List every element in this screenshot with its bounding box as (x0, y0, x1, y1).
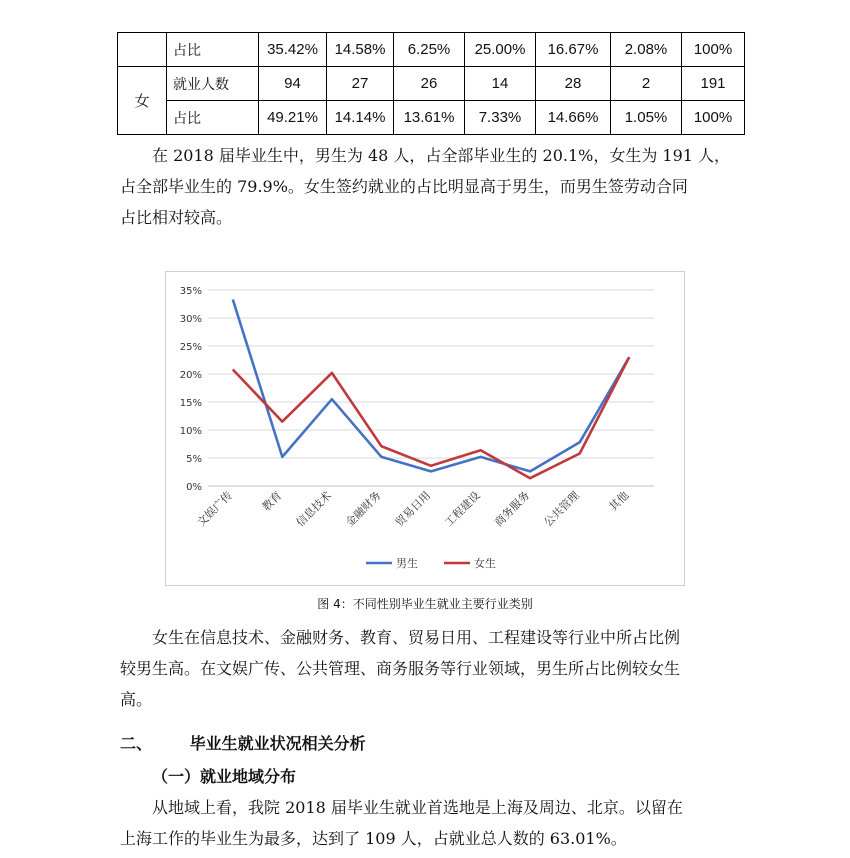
subsection-heading: （一）就业地域分布 (152, 767, 297, 786)
gender-cell (118, 33, 167, 67)
table-cell: 25.00% (465, 33, 536, 67)
x-tick-label: 公共管理 (541, 488, 582, 530)
x-tick-label: 贸易日用 (392, 488, 434, 530)
x-tick-label: 文娱广传 (194, 488, 235, 530)
industry-line-chart (166, 272, 684, 585)
row-label: 占比 (167, 101, 259, 135)
table-cell: 27 (327, 67, 394, 101)
x-tick-label: 其他 (606, 488, 632, 514)
table-row (118, 67, 745, 101)
y-tick-label: 30% (179, 314, 202, 325)
section-title: 毕业生就业状况相关分析 (189, 734, 366, 753)
y-tick-label: 0% (186, 482, 202, 493)
paragraph-line: 上海工作的毕业生为最多，达到了 109 人，占就业总人数的 63.01%。 (120, 829, 627, 848)
table-cell: 100% (682, 101, 745, 135)
table-cell: 14.58% (327, 33, 394, 67)
table-cell: 2.08% (611, 33, 682, 67)
section-number: 二、 (120, 734, 153, 753)
paragraph-line: 在 2018 届毕业生中，男生为 48 人，占全部毕业生的 20.1%，女生为 191 人， (152, 146, 731, 165)
series-line (233, 357, 629, 478)
x-tick-label: 工程建设 (442, 488, 483, 530)
table-cell: 14.66% (536, 101, 611, 135)
table-cell: 26 (394, 67, 465, 101)
table-cell: 100% (682, 33, 745, 67)
paragraph-gender-summary (120, 140, 740, 233)
y-tick-label: 35% (179, 286, 202, 297)
legend-label: 男生 (396, 557, 418, 570)
table-cell: 13.61% (394, 101, 465, 135)
section-heading (120, 731, 366, 754)
x-tick-label: 金融财务 (343, 488, 384, 530)
chart-frame (165, 271, 685, 586)
x-tick-label: 教育 (259, 488, 285, 514)
y-tick-label: 5% (186, 454, 202, 465)
table-cell: 1.05% (611, 101, 682, 135)
row-label: 占比 (167, 33, 259, 67)
table-row (118, 101, 745, 135)
paragraph-line: 占比相对较高。 (120, 208, 233, 227)
paragraph-line: 较男生高。在文娱广传、公共管理、商务服务等行业领域，男生所占比例较女生 (120, 659, 681, 678)
table-cell: 2 (611, 67, 682, 101)
figure-caption: 图 4：不同性别毕业生就业主要行业类别 (317, 597, 533, 611)
paragraph-region (120, 792, 740, 854)
y-tick-label: 20% (179, 370, 202, 381)
table-cell: 49.21% (259, 101, 327, 135)
x-tick-label: 信息技术 (293, 488, 335, 530)
table-cell: 14.14% (327, 101, 394, 135)
y-tick-label: 15% (179, 398, 202, 409)
paragraph-line: 高。 (120, 690, 153, 709)
paragraph-line: 占全部毕业生的 79.9%。女生签约就业的占比明显高于男生，而男生签劳动合同 (120, 177, 688, 196)
table-cell: 16.67% (536, 33, 611, 67)
gender-employment-table (117, 32, 745, 135)
table-cell: 28 (536, 67, 611, 101)
y-tick-label: 25% (179, 342, 202, 353)
paragraph-industry-comparison (120, 622, 740, 715)
paragraph-line: 女生在信息技术、金融财务、教育、贸易日用、工程建设等行业中所占比例 (152, 628, 681, 647)
paragraph-line: 从地域上看，我院 2018 届毕业生就业首选地是上海及周边、北京。以留在 (152, 798, 683, 817)
table-cell: 14 (465, 67, 536, 101)
legend-label: 女生 (474, 557, 496, 570)
series-line (233, 300, 629, 472)
table-cell: 191 (682, 67, 745, 101)
table-cell: 7.33% (465, 101, 536, 135)
gender-cell-female: 女 (118, 67, 167, 135)
table-cell: 35.42% (259, 33, 327, 67)
row-label: 就业人数 (167, 67, 259, 101)
x-tick-label: 商务服务 (491, 488, 533, 530)
table-cell: 94 (259, 67, 327, 101)
table-cell: 6.25% (394, 33, 465, 67)
y-tick-label: 10% (179, 426, 202, 437)
table-row (118, 33, 745, 67)
